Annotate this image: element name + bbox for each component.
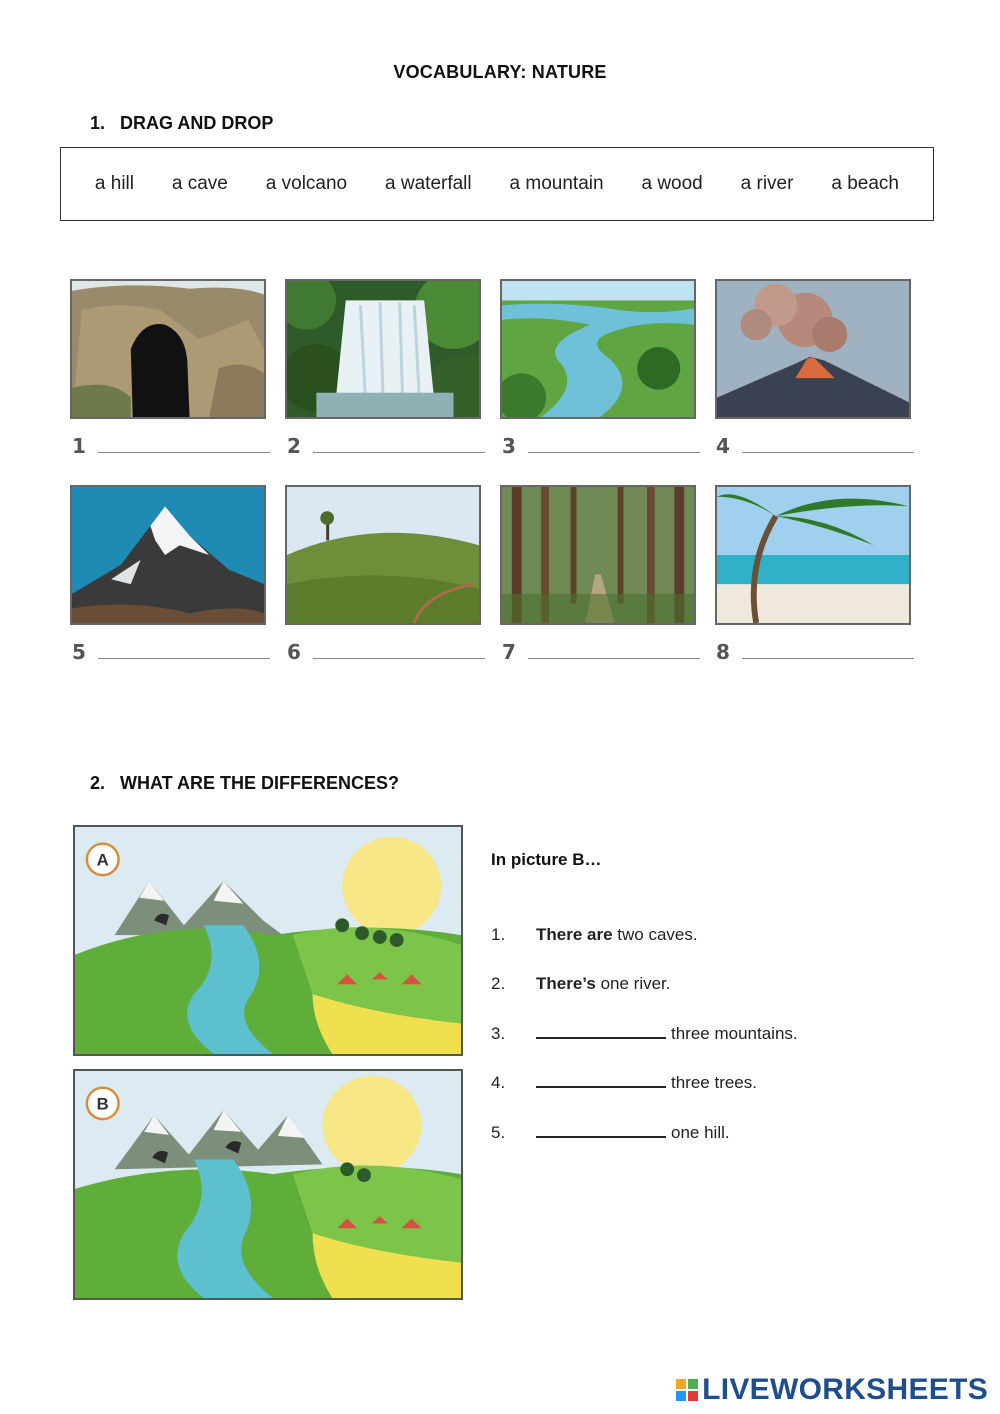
picture-b-intro: In picture B…	[491, 850, 602, 869]
photo-mountain	[70, 485, 266, 625]
answer-blank-3[interactable]	[528, 440, 700, 453]
sentence-3-number: 3.	[491, 1024, 506, 1043]
page-title: VOCABULARY: NATURE	[393, 62, 607, 82]
liveworksheets-logo-icon	[676, 1379, 698, 1401]
photo-hill	[285, 485, 481, 625]
word-volcano[interactable]: a volcano	[265, 173, 348, 194]
picture-b-label: B	[96, 1094, 109, 1114]
photo-beach	[715, 485, 911, 625]
answer-3	[502, 434, 700, 458]
photo-wood	[500, 485, 696, 625]
word-mountain[interactable]: a mountain	[509, 173, 604, 194]
answer-7	[502, 640, 700, 664]
sentence-5-text: one hill.	[671, 1123, 730, 1142]
word-hill[interactable]: a hill	[94, 173, 134, 194]
word-waterfall[interactable]: a waterfall	[385, 173, 472, 194]
sentence-3-text: three mountains.	[671, 1024, 798, 1043]
word-river[interactable]: a river	[740, 173, 794, 194]
answer-number-7: 7	[502, 640, 516, 664]
sentence-2-bold: There’s	[536, 974, 596, 993]
picture-a-label: A	[96, 850, 109, 870]
sentence-4	[491, 1072, 757, 1093]
section-1-number: 1.	[90, 113, 106, 133]
word-cave[interactable]: a cave	[171, 173, 228, 194]
picture-a	[73, 825, 463, 1056]
photo-volcano	[715, 279, 911, 419]
sentence-2-text: one river.	[595, 974, 671, 993]
footer-brand-text: LIVEWORKSHEETS	[702, 1373, 988, 1406]
photo-cave	[70, 279, 266, 419]
photo-river	[500, 279, 696, 419]
answer-blank-2[interactable]	[313, 440, 485, 453]
sentence-4-blank[interactable]	[536, 1072, 666, 1088]
answer-2	[287, 434, 485, 458]
photo-waterfall	[285, 279, 481, 419]
answer-blank-8[interactable]	[742, 646, 914, 659]
sentence-3-blank[interactable]	[536, 1023, 666, 1039]
sentence-4-text: three trees.	[671, 1073, 757, 1092]
section-2-heading	[90, 773, 399, 794]
answer-4	[716, 434, 914, 458]
sentence-1-bold: There are	[536, 925, 613, 944]
answer-blank-7[interactable]	[528, 646, 700, 659]
section-1-title: DRAG AND DROP	[120, 113, 274, 133]
footer-brand	[676, 1373, 988, 1407]
answer-8	[716, 640, 914, 664]
answer-number-3: 3	[502, 434, 516, 458]
sentence-2	[491, 974, 671, 994]
section-2-title: WHAT ARE THE DIFFERENCES?	[120, 773, 399, 793]
answer-number-5: 5	[72, 640, 86, 664]
answer-blank-5[interactable]	[98, 646, 270, 659]
sentence-5	[491, 1122, 730, 1143]
sentence-3	[491, 1023, 798, 1044]
sentence-1-text: two caves.	[612, 925, 698, 944]
sentence-5-number: 5.	[491, 1123, 506, 1142]
answer-6	[287, 640, 485, 664]
picture-b	[73, 1069, 463, 1300]
word-beach[interactable]: a beach	[831, 173, 899, 194]
sentence-5-blank[interactable]	[536, 1122, 666, 1138]
answer-1	[72, 434, 270, 458]
sentence-2-number: 2.	[491, 974, 506, 993]
word-wood[interactable]: a wood	[641, 173, 703, 194]
word-bank	[60, 147, 934, 221]
answer-blank-6[interactable]	[313, 646, 485, 659]
sentence-4-number: 4.	[491, 1073, 506, 1092]
section-2-number: 2.	[90, 773, 106, 793]
answer-number-1: 1	[72, 434, 86, 458]
section-1-heading	[90, 113, 273, 134]
answer-blank-1[interactable]	[98, 440, 270, 453]
answer-number-6: 6	[287, 640, 301, 664]
answer-number-8: 8	[716, 640, 730, 664]
answer-number-2: 2	[287, 434, 301, 458]
answer-5	[72, 640, 270, 664]
sentence-1-number: 1.	[491, 925, 506, 944]
answer-number-4: 4	[716, 434, 730, 458]
sentence-1	[491, 925, 698, 945]
answer-blank-4[interactable]	[742, 440, 914, 453]
